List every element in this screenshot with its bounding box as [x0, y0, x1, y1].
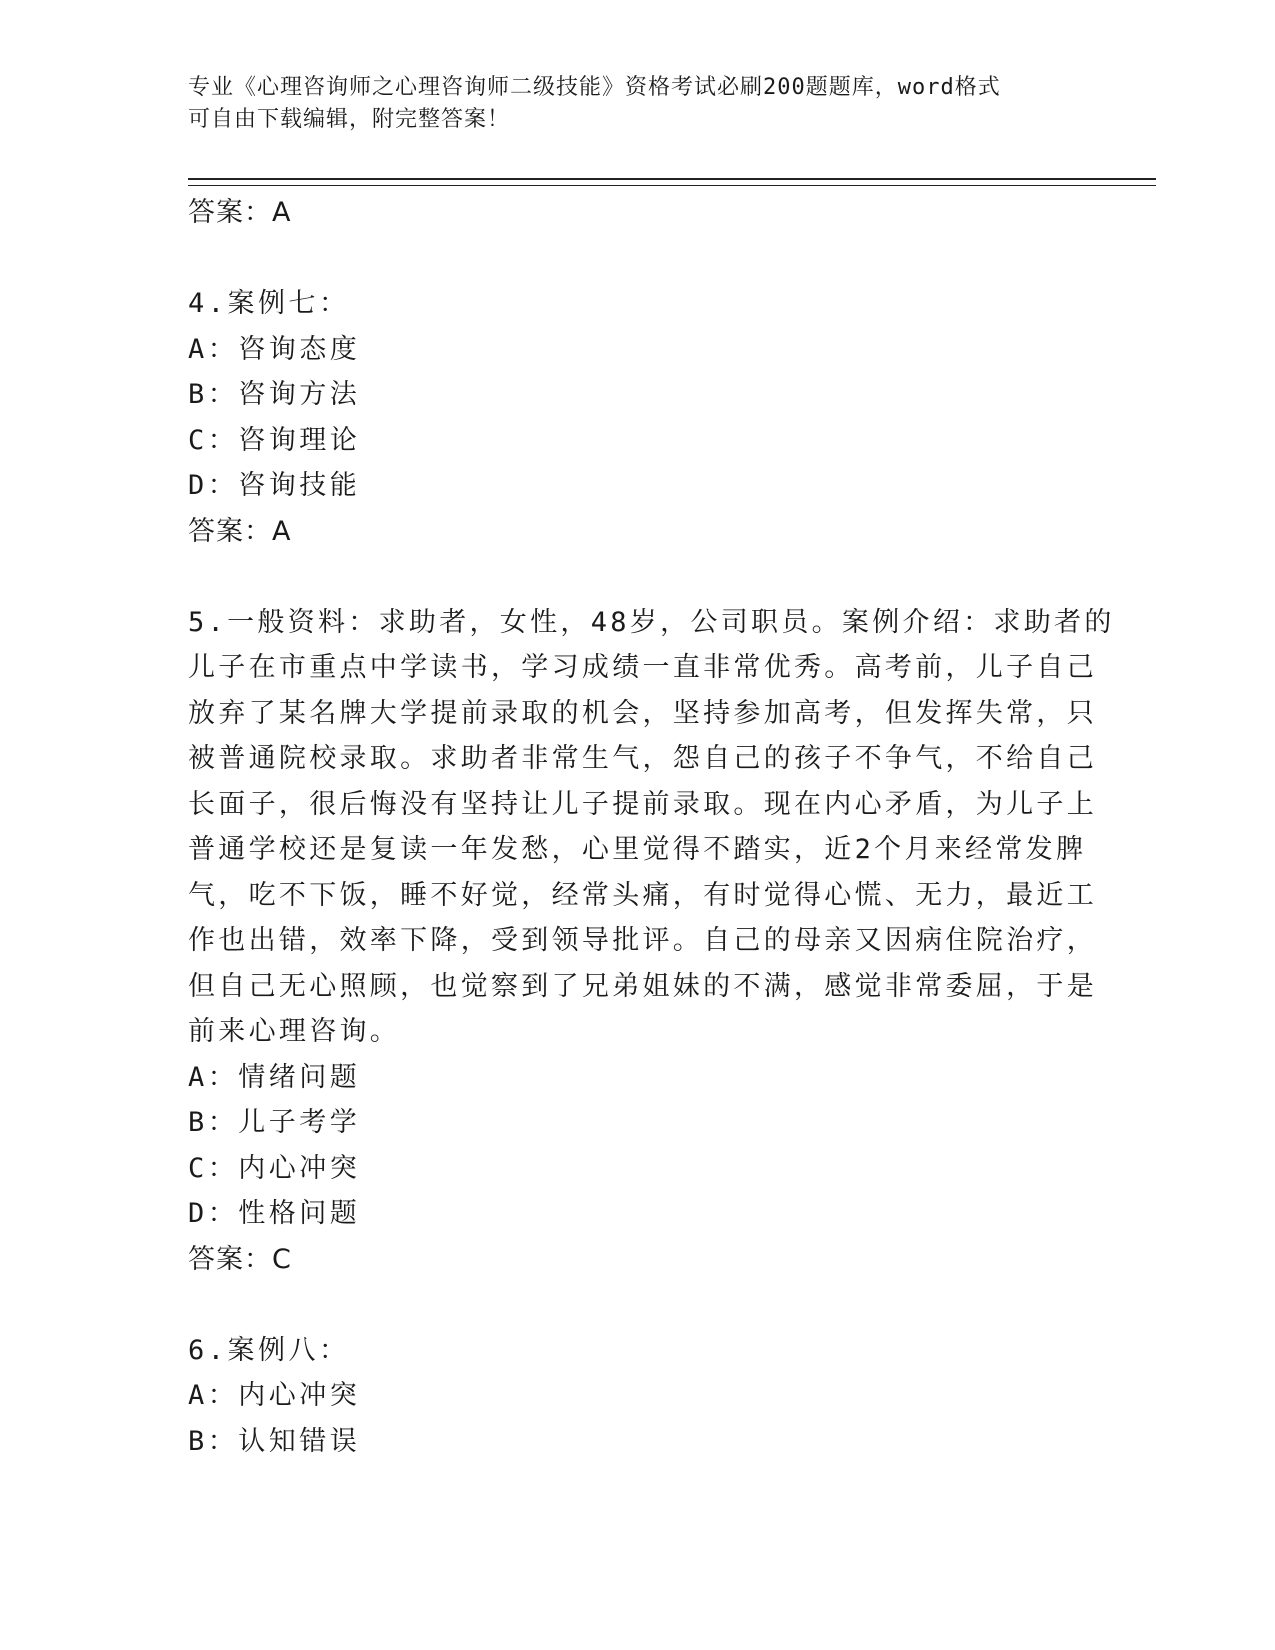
- answer: 答案：A: [188, 515, 292, 547]
- header-title-line-2: 可自由下载编辑，附完整答案！: [188, 107, 511, 132]
- stem-line: 放弃了某名牌大学提前录取的机会，坚持参加高考，但发挥失常，只: [188, 697, 1097, 729]
- option-a: A：内心冲突: [188, 1380, 361, 1411]
- stem-line: 作也出错，效率下降，受到领导批评。自己的母亲又因病住院治疗，: [188, 925, 1097, 956]
- question-stem: 6.案例八：: [188, 1334, 350, 1366]
- stem-line: 儿子在市重点中学读书，学习成绩一直非常优秀。高考前，儿子自己: [188, 652, 1097, 683]
- question-6: [188, 1328, 1068, 1465]
- question-list: [188, 190, 1115, 1464]
- answer-previous: 答案：A: [188, 197, 292, 228]
- option-c: C：咨询理论: [188, 424, 361, 456]
- option-c: C：内心冲突: [188, 1152, 361, 1184]
- spacer: [188, 236, 1068, 282]
- option-b: B：咨询方法: [188, 379, 361, 410]
- option-a: A：情绪问题: [188, 1061, 361, 1093]
- stem-line: 气，吃不下饭，睡不好觉，经常头痛，有时觉得心慌、无力，最近工: [188, 879, 1097, 911]
- document-header: [188, 72, 1068, 136]
- stem-line: 前来心理咨询。: [188, 1016, 401, 1047]
- option-a: A：咨询态度: [188, 333, 361, 365]
- stem-line: 5.一般资料：求助者，女性，48岁，公司职员。案例介绍：求助者的: [188, 606, 1115, 638]
- spacer: [188, 554, 1068, 600]
- header-title-line-1: 专业《心理咨询师之心理咨询师二级技能》资格考试必刷200题题库，word格式: [188, 75, 1001, 100]
- spacer: [188, 1282, 1068, 1328]
- option-b: B：认知错误: [188, 1425, 361, 1457]
- stem-line: 普通学校还是复读一年发愁，心里觉得不踏实，近2个月来经常发脾: [188, 834, 1087, 865]
- stem-line: 长面子，很后悔没有坚持让儿子提前录取。现在内心矛盾，为儿子上: [188, 788, 1097, 820]
- stem-line: 被普通院校录取。求助者非常生气，怨自己的孩子不争气，不给自己: [188, 743, 1097, 774]
- option-d: D：咨询技能: [188, 470, 361, 501]
- question-4: [188, 281, 1068, 554]
- question-stem: 4.案例七：: [188, 288, 350, 319]
- stem-line: 但自己无心照顾，也觉察到了兄弟姐妹的不满，感觉非常委屈，于是: [188, 970, 1097, 1002]
- question-stem: [188, 600, 1115, 1055]
- option-b: B：儿子考学: [188, 1107, 361, 1138]
- answer: 答案：C: [188, 1243, 292, 1275]
- question-5: [188, 600, 1115, 1283]
- option-d: D：性格问题: [188, 1198, 361, 1229]
- header-divider: [188, 178, 1156, 186]
